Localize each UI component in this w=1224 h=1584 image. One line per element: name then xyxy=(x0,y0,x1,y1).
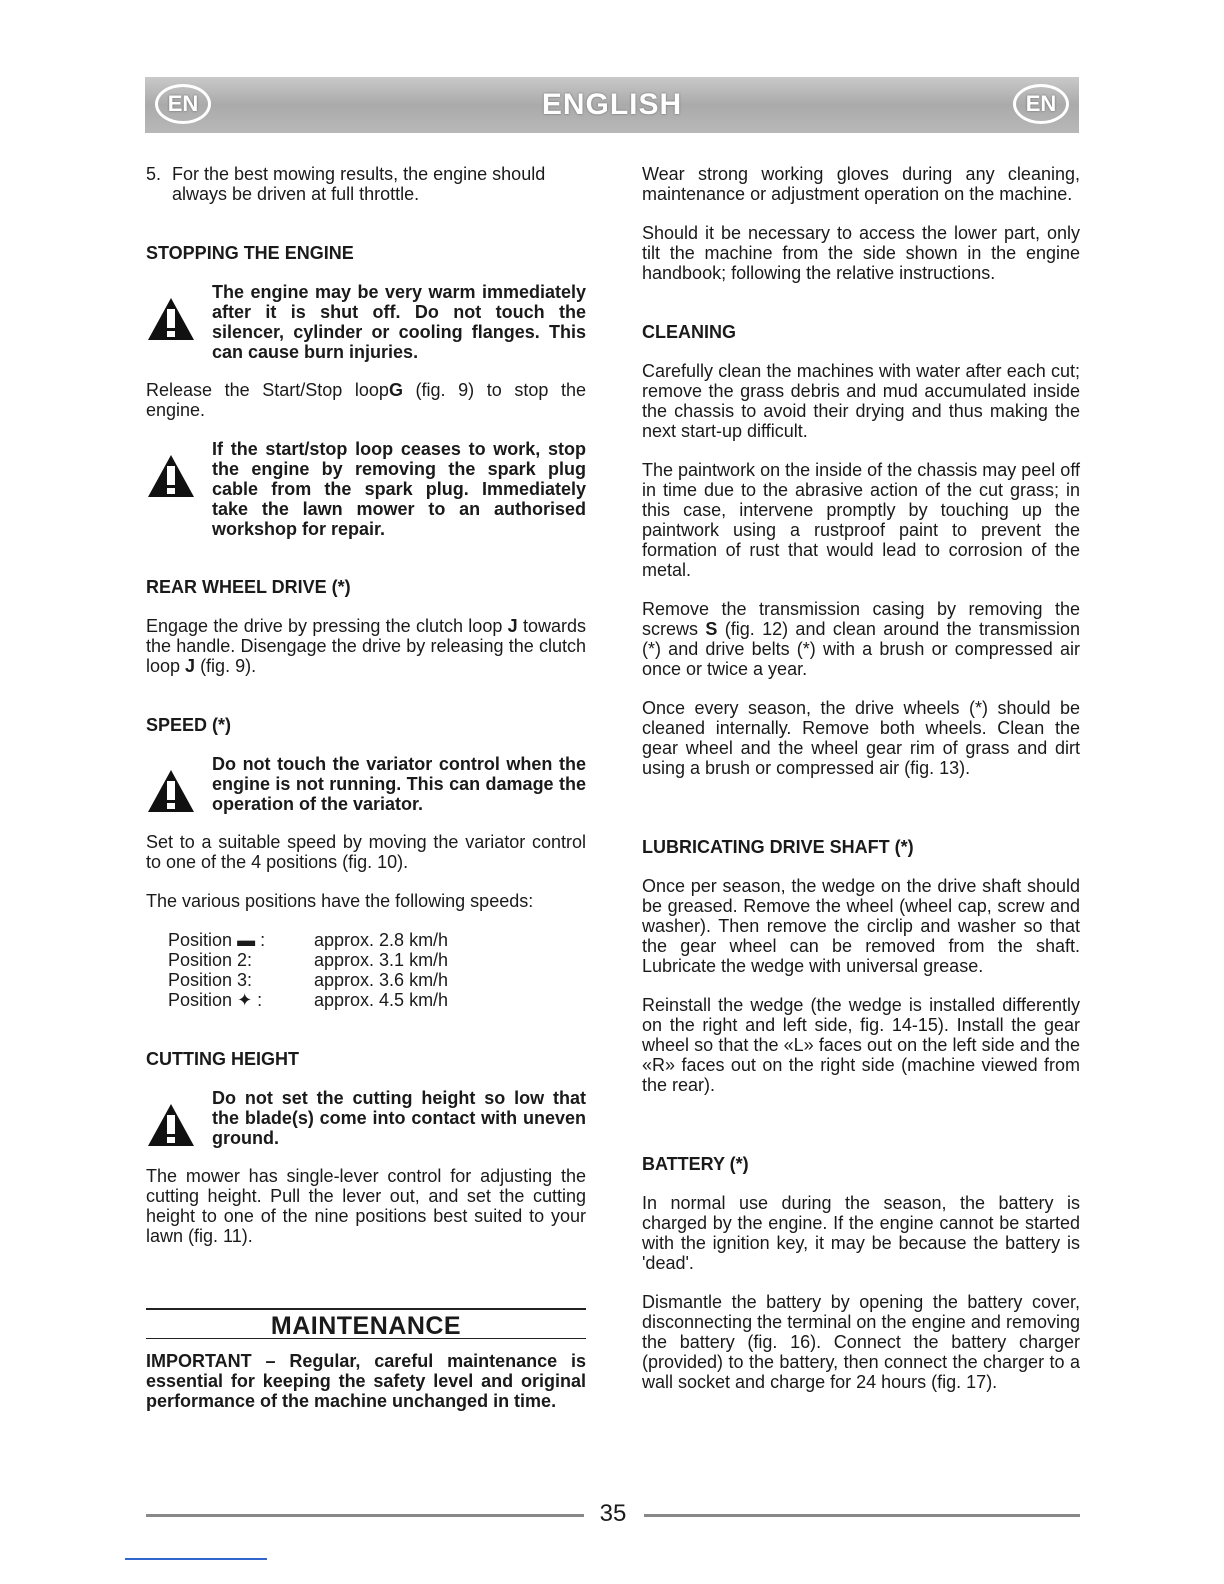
footer-rule-right xyxy=(644,1514,1080,1517)
section-title-cutting-height: CUTTING HEIGHT xyxy=(146,1049,299,1069)
warning-triangle-icon xyxy=(146,453,196,499)
warning-text: The engine may be very warm immediately after it is shut off. Do not touch the silencer, cylinder or cooling flanges. This can cause burn injuries. xyxy=(212,282,586,362)
page-number: 35 xyxy=(599,1500,627,1527)
section-title-lubricating: LUBRICATING DRIVE SHAFT (*) xyxy=(642,837,914,857)
paragraph: Once every season, the drive wheels (*) should be cleaned internally. Remove both wheels. Clean the gear wheel and the wheel gear rim of grass and dirt using a brush or compressed air (fig. 13). xyxy=(642,698,1080,778)
warning-block xyxy=(146,439,586,539)
warning-block xyxy=(146,282,586,362)
section-title-stopping: STOPPING THE ENGINE xyxy=(146,243,354,263)
warning-text: If the start/stop loop ceases to work, stop the engine by removing the spark plug cable from the spark plug. Immediately take the lawn mower to an authorised workshop for repair. xyxy=(212,439,586,539)
paragraph: Reinstall the wedge (the wedge is installed differently on the right and left side, fig. 14-15). Install the gear wheel so that the «L» faces out on the left side and the «R» faces out on the right side (machine viewed from the rear). xyxy=(642,995,1080,1095)
item-number: 5. xyxy=(146,164,162,184)
item-text: For the best mowing results, the engine should always be driven at full throttle. xyxy=(172,164,546,204)
table-row: Position 2: approx. 3.1 km/h xyxy=(168,950,449,970)
paragraph: The various positions have the following speeds: xyxy=(146,891,534,911)
section-title-cleaning: CLEANING xyxy=(642,322,736,342)
section-title-rear-wheel-drive: REAR WHEEL DRIVE (*) xyxy=(146,577,351,597)
page-footer xyxy=(146,1498,1080,1532)
header-title: ENGLISH xyxy=(541,88,683,121)
table-row: Position 3: approx. 3.6 km/h xyxy=(168,970,449,990)
paragraph: Remove the transmission casing by removing the screws S (fig. 12) and clean around the transmission (*) and drive belts (*) with a brush or compressed air once or twice a year. xyxy=(642,599,1080,679)
right-column xyxy=(642,164,1080,1411)
paragraph: Set to a suitable speed by moving the variator control to one of the 4 positions (fig. 10). xyxy=(146,832,586,872)
scroll-indicator xyxy=(125,1558,267,1560)
paragraph: Wear strong working gloves during any cleaning, maintenance or adjustment operation on the machine. xyxy=(642,164,1080,204)
maintenance-heading: MAINTENANCE xyxy=(146,1308,586,1339)
footer-rule-left xyxy=(146,1514,584,1517)
section-title-speed: SPEED (*) xyxy=(146,715,232,735)
paragraph: The paintwork on the inside of the chassis may peel off in time due to the abrasive action of the cut grass; in this case, intervene promptly by touching up the paintwork using a rustproof paint to prevent the formation of rust that would lead to corrosion of the metal. xyxy=(642,460,1080,580)
warning-text: Do not touch the variator control when the engine is not running. This can damage the operation of the variator. xyxy=(212,754,586,814)
left-column xyxy=(146,164,586,1411)
paragraph: Engage the drive by pressing the clutch loop J towards the handle. Disengage the drive by releasing the clutch loop J (fig. 9). xyxy=(146,616,587,676)
section-title-battery: BATTERY (*) xyxy=(642,1154,749,1174)
warning-text: Do not set the cutting height so low that the blade(s) come into contact with uneven ground. xyxy=(212,1088,586,1148)
en-badge-right: EN xyxy=(1013,84,1069,124)
paragraph: Carefully clean the machines with water after each cut; remove the grass debris and mud accumulated inside the chassis to avoid their drying and thus making the next start-up difficult. xyxy=(642,361,1080,441)
warning-block xyxy=(146,1088,586,1148)
paragraph: Dismantle the battery by opening the battery cover, disconnecting the terminal on the engine and removing the battery (fig. 16). Connect the battery charger (provided) to the battery, then connect the charger to a wall socket and charge for 24 hours (fig. 17). xyxy=(642,1292,1080,1392)
en-badge-left: EN xyxy=(155,84,211,124)
table-row: Position ✦ : approx. 4.5 km/h xyxy=(168,990,449,1010)
warning-triangle-icon xyxy=(146,296,196,342)
paragraph: The mower has single-lever control for adjusting the cutting height. Pull the lever out, and set the cutting height to one of the nine positions best suited to your lawn (fig. 11). xyxy=(146,1166,586,1246)
paragraph: Should it be necessary to access the lower part, only tilt the machine from the side shown in the engine handbook; following the relative instructions. xyxy=(642,223,1080,283)
table-row: Position ▬ : approx. 2.8 km/h xyxy=(168,930,449,950)
hare-icon: ✦ xyxy=(237,990,253,1010)
paragraph: Release the Start/Stop loopG (fig. 9) to stop the engine. xyxy=(146,380,587,420)
list-item-5 xyxy=(146,164,586,204)
paragraph: In normal use during the season, the battery is charged by the engine. If the engine cannot be started with the ignition key, it may be because the battery is 'dead'. xyxy=(642,1193,1080,1273)
warning-block xyxy=(146,754,586,814)
warning-triangle-icon xyxy=(146,1102,196,1148)
language-header-banner xyxy=(145,77,1079,133)
turtle-icon: ▬ xyxy=(237,930,256,950)
speed-table xyxy=(168,930,448,1010)
paragraph: Once per season, the wedge on the drive shaft should be greased. Remove the wheel (wheel cap, screw and washer). Then remove the circlip and washer so that the gear wheel can be removed from the shaft. Lubricate the wedge with universal grease. xyxy=(642,876,1080,976)
warning-triangle-icon xyxy=(146,768,196,814)
important-note: IMPORTANT – Regular, careful maintenance is essential for keeping the safety level and original performance of the machine unchanged in time. xyxy=(146,1351,586,1411)
